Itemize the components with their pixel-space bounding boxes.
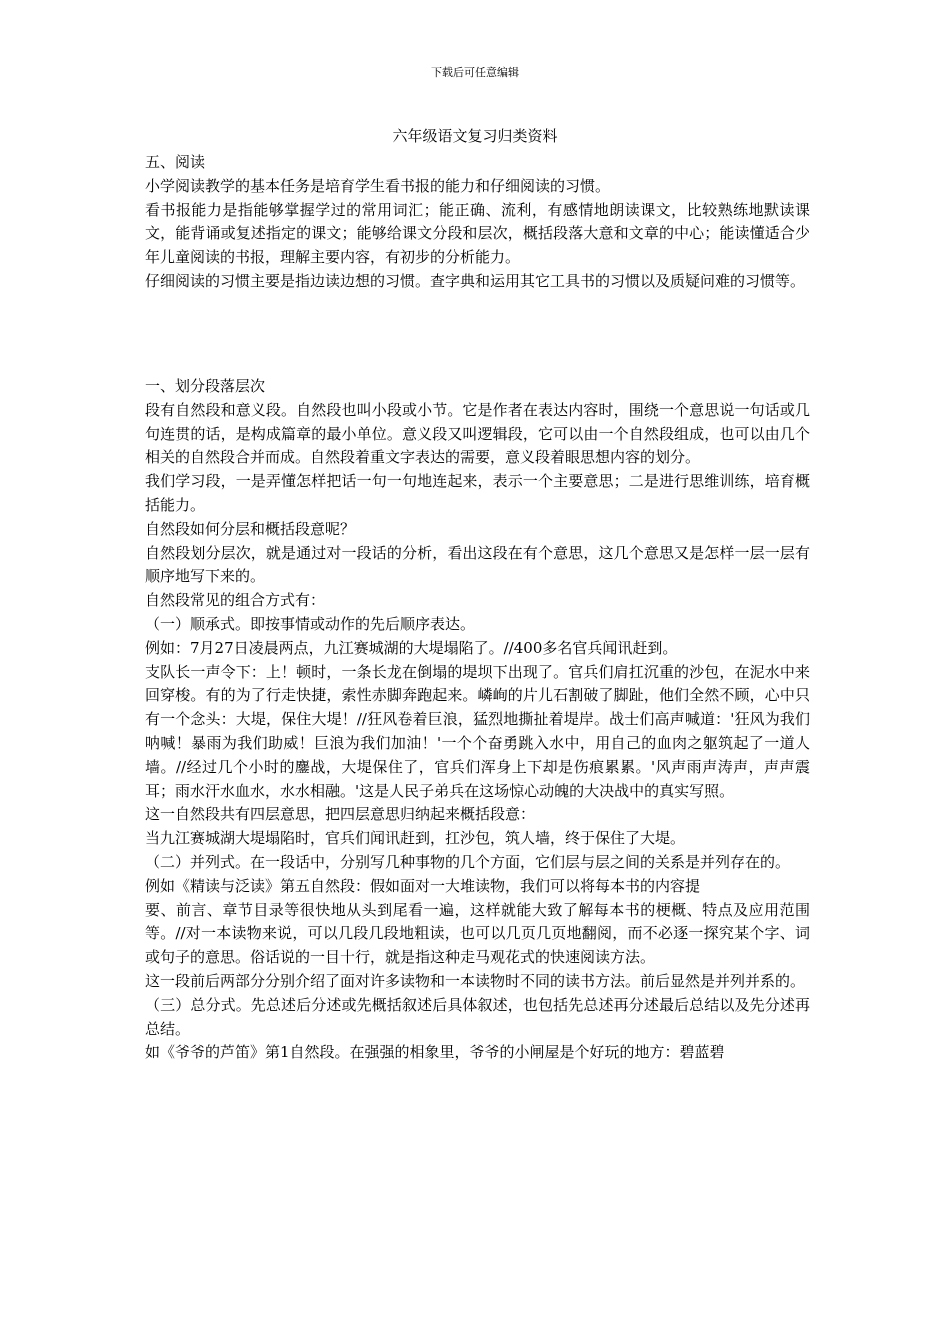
page-header: 下载后可任意编辑	[431, 66, 519, 79]
paragraph: 例如：7月27日凌晨两点，九江赛城湖的大堤塌陷了。//400多名官兵闻讯赶到。	[145, 638, 678, 657]
paragraph: （一）顺承式。即按事情或动作的先后顺序表达。	[145, 614, 476, 633]
paragraph: 当九江赛城湖大堤塌陷时，官兵们闻讯赶到，扛沙包，筑人墙，终于保住了大堤。	[145, 829, 686, 848]
paragraph: 看书报能力是指能够掌握学过的常用词汇；能正确、流利，有感情地朗读课文，比较熟练地默读课文，能背诵或复述指定的课文；能够给课文分段和层次，概括段落大意和文章的中心；能读懂适合少年儿童阅读的书报，理解主要内容，有初步的分析能力。	[145, 200, 810, 267]
paragraph: 这一自然段共有四层意思，把四层意思归纳起来概括段意：	[145, 805, 536, 824]
section-reading	[145, 151, 810, 294]
paragraph: 我们学习段，一是弄懂怎样把话一句一句地连起来，表示一个主要意思；二是进行思维训练，培育概括能力。	[145, 472, 810, 514]
paragraph: （三）总分式。先总述后分述或先概括叙述后具体叙述，也包括先总述再分述最后总结以及先分述再总结。	[145, 995, 810, 1038]
section-heading: 一、划分段落层次	[145, 377, 266, 395]
paragraph: 自然段如何分层和概括段意呢？	[145, 519, 356, 538]
paragraph: 如《爷爷的芦笛》第1自然段。在强强的相象里，爷爷的小闸屋是个好玩的地方：碧蓝碧	[145, 1043, 725, 1062]
paragraph: 例如《精读与泛读》第五自然段：假如面对一大堆读物，我们可以将每本书的内容提	[145, 876, 701, 895]
paragraph: 自然段常见的组合方式有：	[145, 591, 326, 610]
paragraph: 小学阅读教学的基本任务是培育学生看书报的能力和仔细阅读的习惯。	[145, 176, 611, 195]
section-heading: 五、阅读	[145, 153, 206, 171]
paragraph: 段有自然段和意义段。自然段也叫小段或小节。它是作者在表达内容时，围绕一个意思说一句话或几句连贯的话，是构成篇章的最小单位。意义段又叫逻辑段，它可以由一个自然段组成，也可以由几个相关的自然段合并而成。自然段着重文字表达的需要，意义段着眼思想内容的划分。	[145, 400, 810, 467]
document-title: 六年级语文复习归类资料	[392, 127, 558, 145]
paragraph: 要、前言、章节目录等很快地从头到尾看一遍，这样就能大致了解每本书的梗概、特点及应用范围等。//对一本读物来说，可以几段几段地粗读，也可以几页几页地翻阅，而不必逐一探究某个字、词或句子的意思。俗话说的一目十行，就是指这种走马观花式的快速阅读方法。	[145, 900, 810, 967]
paragraph: 自然段划分层次，就是通过对一段话的分析，看出这段在有个意思，这几个意思又是怎样一层一层有顺序地写下来的。	[145, 543, 810, 586]
paragraph: 支队长一声令下：上！顿时，一条长龙在倒塌的堤坝下出现了。官兵们肩扛沉重的沙包，在泥水中来回穿梭。有的为了行走快捷，索性赤脚奔跑起来。嶙峋的片儿石割破了脚趾，他们全然不顾，心中只有一个念头：大堤，保住大堤！//狂风卷着巨浪，猛烈地撕扯着堤岸。战士们高声喊道：'狂风为我们呐喊！暴雨为我们助威！巨浪为我们加油！'一个个奋勇跳入水中，用自己的血肉之躯筑起了一道人墙。//经过几个小时的鏖战，大堤保住了，官兵们浑身上下却是伤痕累累。'风声雨声涛声，声声震耳；雨水汗水血水，水水相融。'这是人民子弟兵在这场惊心动魄的大决战中的真实写照。	[145, 662, 810, 800]
section-paragraph-levels	[145, 375, 810, 1065]
paragraph: （二）并列式。在一段话中，分别写几种事物的几个方面，它们层与层之间的关系是并列存在的。	[145, 852, 791, 871]
paragraph: 仔细阅读的习惯主要是指边读边想的习惯。查字典和运用其它工具书的习惯以及质疑问难的习惯等。	[145, 271, 806, 290]
paragraph: 这一段前后两部分分别介绍了面对许多读物和一本读物时不同的读书方法。前后显然是并列并系的。	[145, 971, 806, 990]
